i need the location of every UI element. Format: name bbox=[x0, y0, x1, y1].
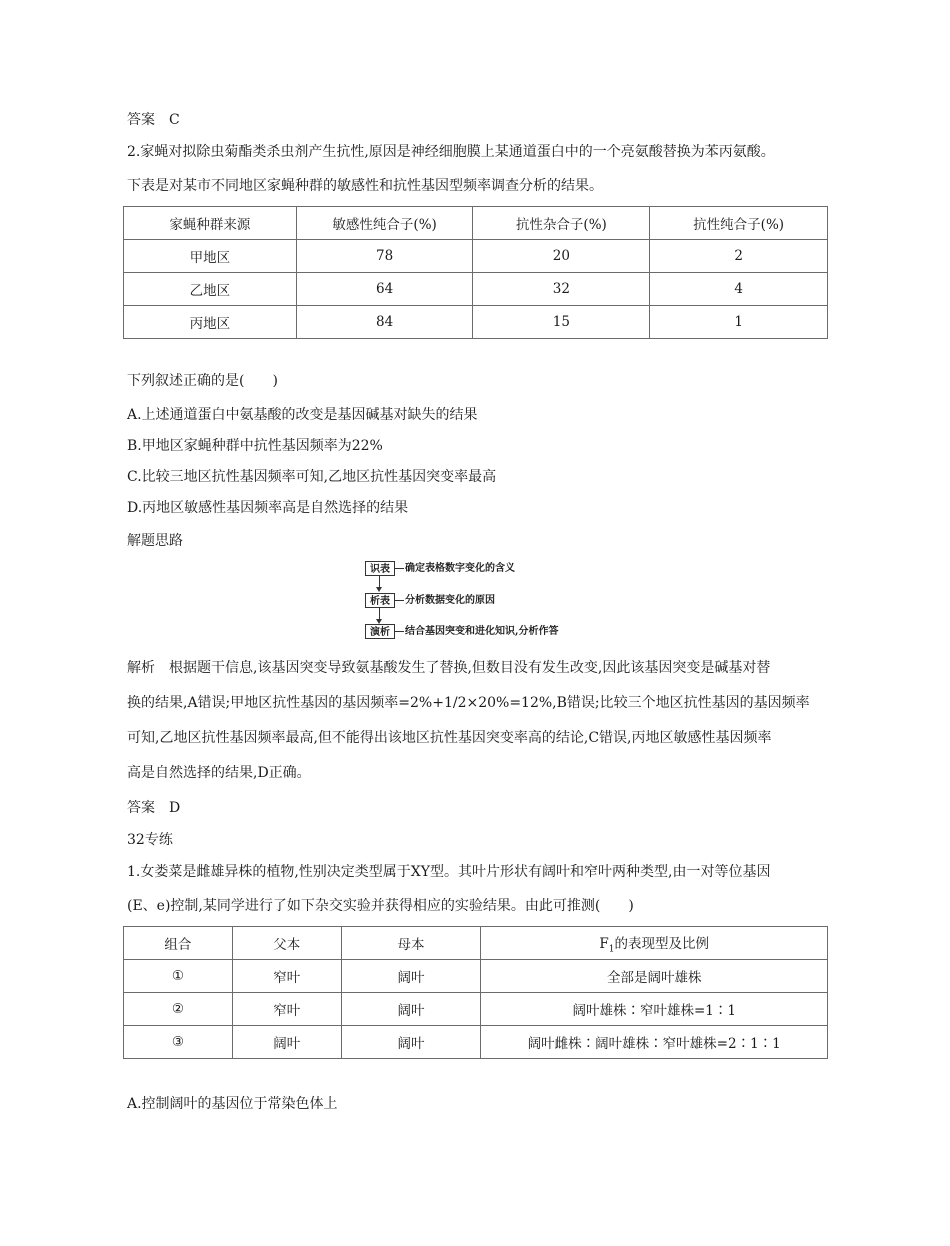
table-cell: 1 bbox=[650, 306, 828, 339]
table-cell: 窄叶 bbox=[232, 993, 341, 1026]
q2-option-c: C.比较三地区抗性基因频率可知,乙地区抗性基因突变率最高 bbox=[127, 469, 497, 485]
table-cell: 4 bbox=[650, 273, 828, 306]
table-header-cell: 抗性杂合子(%) bbox=[473, 207, 650, 240]
q2-stem-line1: 2.家蝇对拟除虫菊酯类杀虫剂产生抗性,原因是神经细胞膜上某通道蛋白中的一个亮氨酸替换为苯丙氨酸。 bbox=[127, 144, 775, 160]
q2-answer: 答案 D bbox=[127, 800, 181, 816]
f1-subscript: 1 bbox=[608, 944, 615, 955]
table-cell: 丙地区 bbox=[124, 306, 297, 339]
table-header-cell: 父本 bbox=[232, 927, 341, 960]
q1-stem-line1: 1.女娄菜是雌雄异株的植物,性别决定类型属于XY型。其叶片形状有阔叶和窄叶两种类型,由一对等位基因 bbox=[127, 864, 771, 880]
flow-text: 结合基因突变和进化知识,分析作答 bbox=[405, 626, 559, 637]
table-cell: ③ bbox=[124, 1026, 233, 1059]
table-row bbox=[124, 240, 828, 273]
arrow-down-icon bbox=[376, 587, 382, 592]
table-cell: 84 bbox=[296, 306, 473, 339]
q1-stem-line2: (E、e)控制,某同学进行了如下杂交实验并获得相应的实验结果。由此可推测( ) bbox=[127, 898, 634, 914]
table-row bbox=[124, 1026, 828, 1059]
table-cell: 20 bbox=[473, 240, 650, 273]
analysis-line2: 换的结果,A错误;甲地区抗性基因的基因频率=2%+1/2×20%=12%,B错误;比较三个地区抗性基因的基因频率 bbox=[127, 695, 810, 711]
table-cell: 阔叶 bbox=[341, 960, 481, 993]
table-cell: 阔叶雌株∶阔叶雄株∶窄叶雄株=2∶1∶1 bbox=[481, 1026, 828, 1059]
answer-prev: 答案 C bbox=[127, 112, 180, 128]
table-row bbox=[124, 993, 828, 1026]
table-cell: 阔叶 bbox=[341, 1026, 481, 1059]
table-cell: 全部是阔叶雄株 bbox=[481, 960, 828, 993]
q2-option-d: D.丙地区敏感性基因频率高是自然选择的结果 bbox=[127, 500, 409, 516]
q2-question: 下列叙述正确的是( ) bbox=[127, 373, 278, 389]
q2-stem-line2: 下表是对某市不同地区家蝇种群的敏感性和抗性基因型频率调查分析的结果。 bbox=[127, 178, 603, 194]
q1-cross-table bbox=[123, 926, 828, 1059]
table-cell: 78 bbox=[296, 240, 473, 273]
flow-box: 析表 bbox=[365, 593, 395, 608]
flow-connector bbox=[395, 600, 404, 601]
section-title: 32专练 bbox=[127, 832, 173, 848]
table-cell: 窄叶 bbox=[232, 960, 341, 993]
table-row bbox=[124, 273, 828, 306]
flow-connector bbox=[395, 568, 404, 569]
table-cell: ② bbox=[124, 993, 233, 1026]
table-header-row bbox=[124, 207, 828, 240]
flow-box: 演析 bbox=[365, 624, 395, 639]
table-cell: 阔叶 bbox=[341, 993, 481, 1026]
table-header-cell: 家蝇种群来源 bbox=[124, 207, 297, 240]
table-header-row bbox=[124, 927, 828, 960]
table-cell: 32 bbox=[473, 273, 650, 306]
analysis-line3: 可知,乙地区抗性基因频率最高,但不能得出该地区抗性基因突变率高的结论,C错误,丙地区敏感性基因频率 bbox=[127, 730, 772, 746]
table-header-cell: 组合 bbox=[124, 927, 233, 960]
table-header-cell: 抗性纯合子(%) bbox=[650, 207, 828, 240]
thinking-label: 解题思路 bbox=[127, 533, 183, 549]
table-cell: 甲地区 bbox=[124, 240, 297, 273]
q2-option-b: B.甲地区家蝇种群中抗性基因频率为22% bbox=[127, 438, 383, 454]
table-cell: 阔叶雄株∶窄叶雄株=1∶1 bbox=[481, 993, 828, 1026]
analysis-line1: 解析 根据题干信息,该基因突变导致氨基酸发生了替换,但数目没有发生改变,因此该基因突变是碱基对替 bbox=[127, 660, 771, 676]
table-cell: 乙地区 bbox=[124, 273, 297, 306]
flow-text: 分析数据变化的原因 bbox=[405, 595, 495, 606]
table-row bbox=[124, 306, 828, 339]
table-cell: ① bbox=[124, 960, 233, 993]
table-cell: 15 bbox=[473, 306, 650, 339]
table-header-cell: 母本 bbox=[341, 927, 481, 960]
q1-option-a: A.控制阔叶的基因位于常染色体上 bbox=[127, 1096, 338, 1112]
flow-connector bbox=[395, 631, 404, 632]
table-row bbox=[124, 960, 828, 993]
table-cell: 64 bbox=[296, 273, 473, 306]
thinking-flowchart bbox=[365, 561, 605, 639]
analysis-line4: 高是自然选择的结果,D正确。 bbox=[127, 765, 311, 781]
q2-data-table bbox=[123, 206, 828, 339]
f1-rest: 的表现型及比例 bbox=[614, 935, 710, 952]
f1-letter: F bbox=[599, 935, 609, 952]
table-cell: 阔叶 bbox=[232, 1026, 341, 1059]
table-header-cell bbox=[481, 927, 828, 960]
q2-option-a: A.上述通道蛋白中氨基酸的改变是基因碱基对缺失的结果 bbox=[127, 407, 478, 423]
flow-text: 确定表格数字变化的含义 bbox=[405, 563, 515, 574]
flow-box: 识表 bbox=[365, 561, 395, 576]
table-header-cell: 敏感性纯合子(%) bbox=[296, 207, 473, 240]
table-cell: 2 bbox=[650, 240, 828, 273]
